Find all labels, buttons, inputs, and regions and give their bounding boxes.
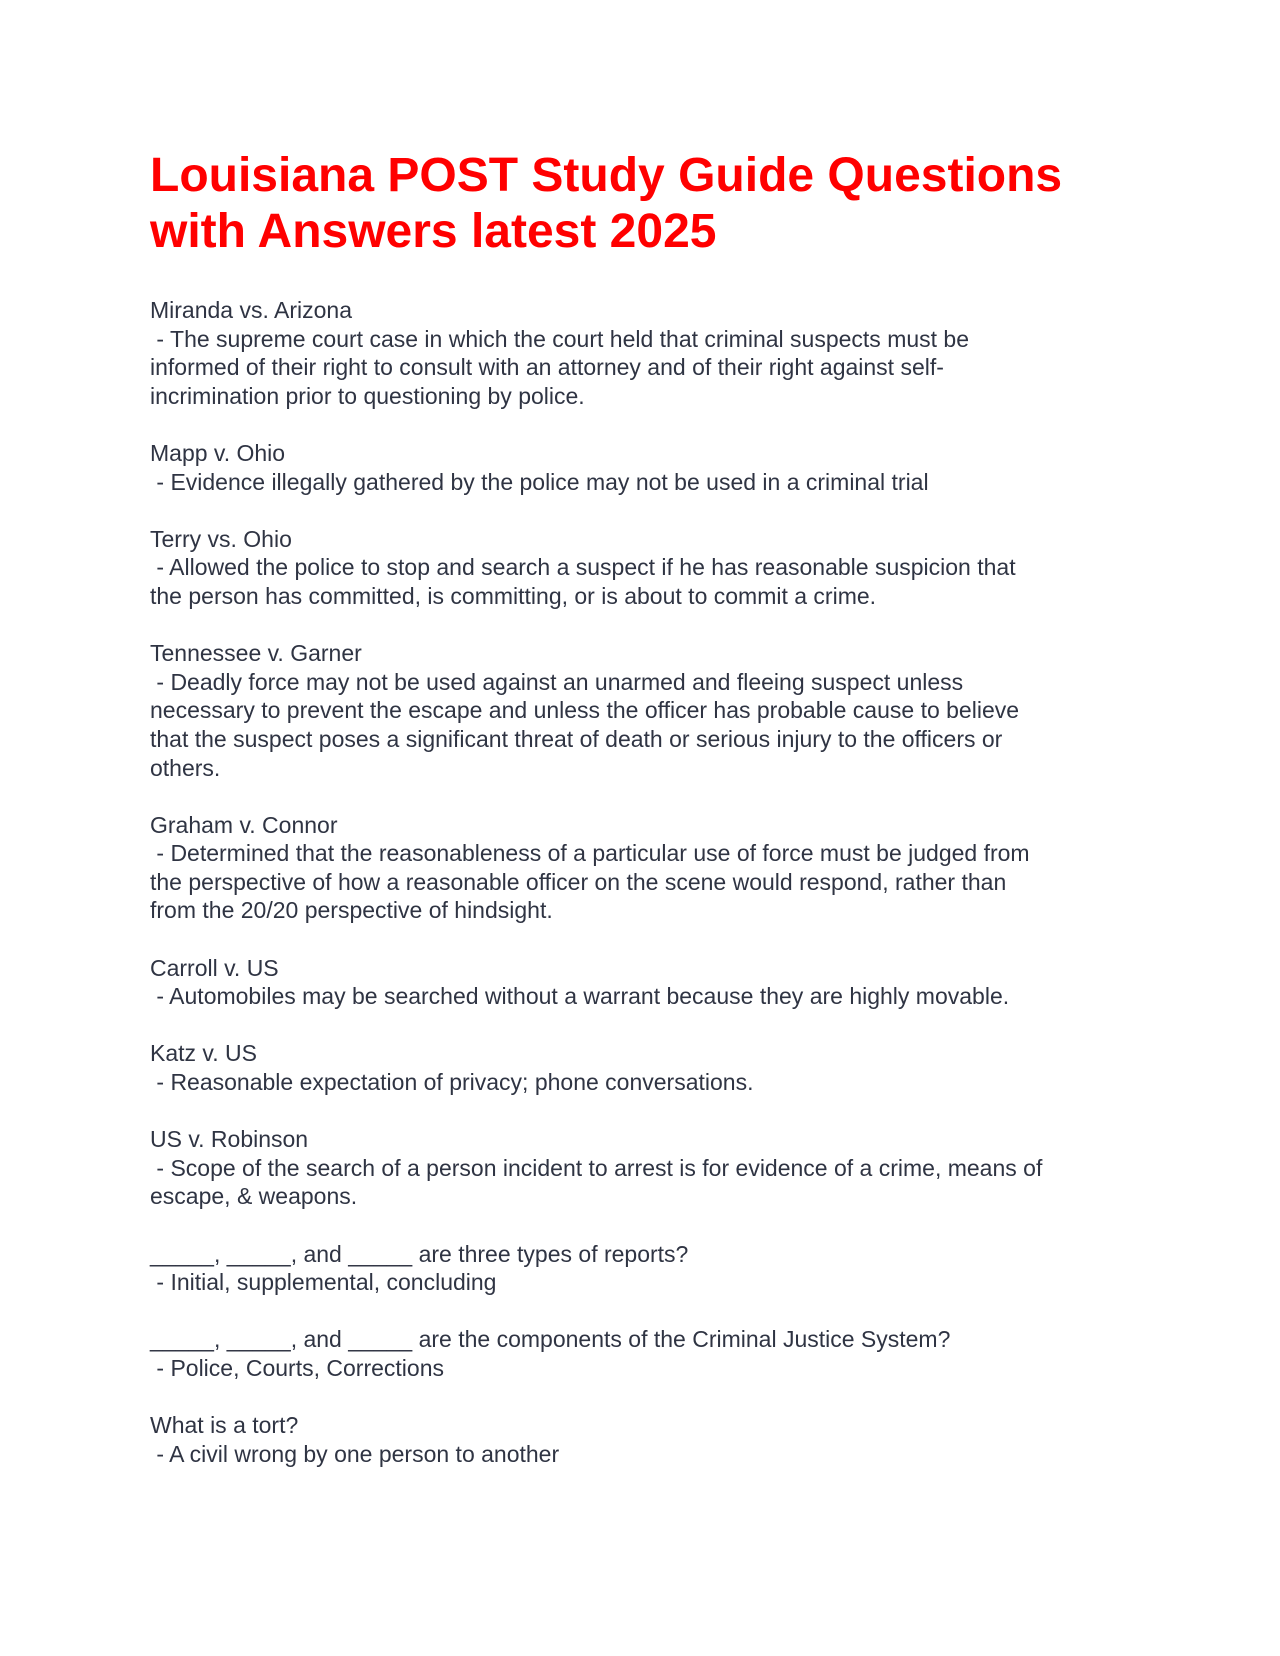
qa-answer: - Automobiles may be searched without a warrant because they are highly movable. — [150, 983, 1010, 1010]
qa-item — [150, 296, 1150, 410]
document-title — [150, 148, 1150, 260]
qa-question: Terry vs. Ohio — [150, 525, 292, 552]
qa-item — [150, 1411, 1150, 1468]
qa-answer: - Scope of the search of a person incident to arrest is for evidence of a crime, means of escape, & weapons. — [150, 1154, 1043, 1210]
qa-question: _____, _____, and _____ are the components of the Criminal Justice System? — [150, 1326, 951, 1353]
qa-item — [150, 1325, 1150, 1382]
qa-answer: - Evidence illegally gathered by the police may not be used in a criminal trial — [150, 468, 929, 495]
qa-question: What is a tort? — [150, 1412, 299, 1439]
qa-answer: - Allowed the police to stop and search a suspect if he has reasonable suspicion that the person has committed, is committing, or is about to commit a crime. — [150, 554, 1016, 609]
qa-question: Carroll v. US — [150, 954, 279, 981]
qa-question: _____, _____, and _____ are three types of reports? — [150, 1240, 689, 1267]
qa-answer: - Deadly force may not be used against an unarmed and fleeing suspect unless necessary to prevent the escape and unless the officer has probable cause to believe that the suspect poses a significant threat of death or serious injury to the officers or others. — [150, 668, 1020, 781]
document-page — [150, 148, 1150, 1497]
title-line-2: with Answers latest 2025 — [150, 205, 717, 258]
qa-question: Graham v. Connor — [150, 811, 338, 838]
qa-item — [150, 525, 1150, 611]
qa-answer: - The supreme court case in which the court held that criminal suspects must be informed of their right to consult with an attorney and of their right against self- incrimination prior to questioning by police. — [150, 325, 970, 409]
qa-item — [150, 1240, 1150, 1297]
qa-answer: - A civil wrong by one person to another — [150, 1440, 560, 1467]
qa-item — [150, 811, 1150, 925]
qa-item — [150, 954, 1150, 1011]
qa-answer: - Determined that the reasonableness of a particular use of force must be judged from the perspective of how a reasonable officer on the scene would respond, rather than from the 20/20 perspective of hindsight. — [150, 840, 1030, 924]
title-line-1: Louisiana POST Study Guide Questions — [150, 149, 1063, 202]
qa-question: US v. Robinson — [150, 1126, 309, 1153]
qa-answer: - Reasonable expectation of privacy; phone conversations. — [150, 1069, 754, 1096]
qa-item — [150, 1125, 1150, 1211]
qa-item — [150, 1039, 1150, 1096]
qa-answer: - Police, Courts, Corrections — [150, 1354, 444, 1381]
qa-item — [150, 439, 1150, 496]
qa-question: Mapp v. Ohio — [150, 439, 286, 466]
qa-question: Katz v. US — [150, 1040, 257, 1067]
qa-question: Miranda vs. Arizona — [150, 297, 352, 323]
qa-list — [150, 296, 1150, 1468]
qa-item — [150, 639, 1150, 782]
qa-answer: - Initial, supplemental, concluding — [150, 1269, 497, 1296]
qa-question: Tennessee v. Garner — [150, 640, 362, 667]
